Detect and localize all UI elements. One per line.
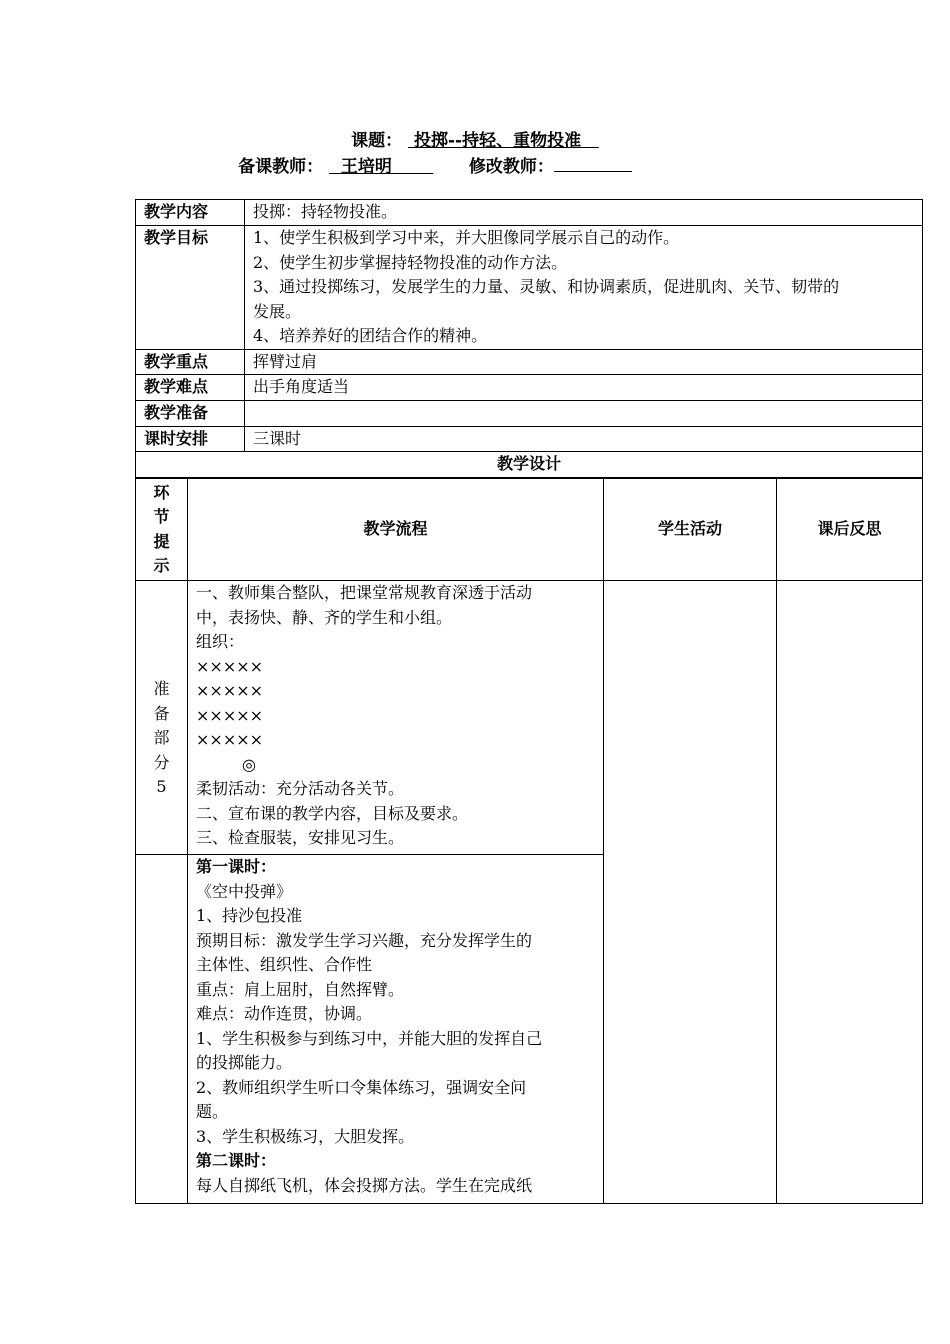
info-label: 教学内容 (136, 200, 245, 226)
info-value: 挥臂过肩 (245, 349, 923, 375)
info-value: 出手角度适当 (245, 375, 923, 401)
section-title: 教学设计 (136, 452, 923, 478)
goal-line: 3、通过投掷练习，发展学生的力量、灵敏、和协调素质，促进肌肉、关节、韧带的 (253, 277, 840, 296)
info-label: 教学准备 (136, 400, 245, 426)
prep-part-flow (188, 581, 604, 855)
info-row-difficulty (136, 375, 923, 401)
prep-teacher-label: 备课教师： (238, 157, 324, 177)
formation-line: ××××× (196, 705, 264, 725)
revise-teacher-label: 修改教师： (468, 157, 554, 177)
goal-line: 2、使学生初步掌握持轻物投准的动作方法。 (253, 252, 568, 272)
info-row-content (136, 200, 923, 226)
flow-line: 题。 (196, 1102, 229, 1121)
flow-line: 1、持沙包投准 (196, 906, 303, 925)
col-stage-header: 环 节 提 示 (136, 479, 188, 581)
flow-line: 组织： (196, 632, 245, 651)
flow-line: 1、学生积极参与到练习中，并能大胆的发挥自己 (196, 1028, 543, 1048)
prep-part-stage: 准 备 部 分 5 (136, 581, 188, 855)
info-value: 三课时 (245, 426, 923, 452)
info-label: 教学重点 (136, 349, 245, 375)
formation-line: ××××× (196, 656, 264, 676)
flow-line: 二、宣布课的教学内容，目标及要求。 (196, 803, 469, 823)
revise-teacher-blank (554, 157, 632, 172)
info-value-goals (245, 226, 923, 350)
flow-line: 中，表扬快、静、齐的学生和小组。 (196, 607, 453, 627)
lesson1-title: 第一课时： (196, 857, 277, 876)
flow-line: 主体性、组织性、合作性 (196, 955, 373, 974)
flow-line: 预期目标：激发学生学习兴趣，充分发挥学生的 (196, 930, 533, 950)
flow-line: 一、教师集合整队，把课堂常规教育深透于活动 (196, 583, 533, 602)
col-reflect-header: 课后反思 (777, 479, 923, 581)
info-row-schedule (136, 426, 923, 452)
flow-line: 2、教师组织学生听口令集体练习，强调安全问 (196, 1077, 527, 1097)
main-part-flow (188, 855, 604, 1204)
flow-line: 《空中投弹》 (196, 881, 293, 901)
main-part-stage (136, 855, 188, 1204)
info-row-goals (136, 226, 923, 350)
reflection-cell (777, 581, 923, 1204)
goal-line: 4、培养养好的团结合作的精神。 (253, 326, 488, 345)
teacher-position-mark: ◎ (242, 754, 256, 774)
info-table (135, 199, 923, 478)
info-row-focus (136, 349, 923, 375)
info-value (245, 400, 923, 426)
design-header-row (136, 479, 923, 581)
col-flow-header: 教学流程 (188, 479, 604, 581)
flow-line: 3、学生积极练习，大胆发挥。 (196, 1126, 415, 1146)
flow-line: 难点：动作连贯，协调。 (196, 1004, 373, 1023)
prep-part-row (136, 581, 923, 855)
formation-line: ××××× (196, 681, 264, 700)
student-activity-cell (604, 581, 777, 1204)
goal-line: 发展。 (253, 301, 302, 321)
flow-line: 柔韧活动：充分活动各关节。 (196, 779, 405, 798)
design-title-row (136, 452, 923, 478)
teacher-line (0, 152, 910, 177)
goal-line: 1、使学生积极到学习中来，并大胆像同学展示自己的动作。 (253, 228, 680, 247)
flow-line: 的投掷能力。 (196, 1053, 293, 1072)
flow-line: 重点：肩上屈肘，自然挥臂。 (196, 979, 405, 999)
flow-line: 三、检查服装，安排见习生。 (196, 828, 405, 847)
lesson2-title: 第二课时： (196, 1151, 277, 1170)
info-label: 教学难点 (136, 375, 245, 401)
col-student-header: 学生活动 (604, 479, 777, 581)
lesson-topic (0, 126, 950, 151)
info-value: 投掷：持轻物投准。 (245, 200, 923, 226)
topic-label: 课题： (351, 131, 403, 151)
info-label: 课时安排 (136, 426, 245, 452)
formation-line: ××××× (196, 730, 264, 749)
topic-value: 投掷--持轻、重物投准 (413, 131, 582, 151)
prep-teacher-value: 王培明 (340, 157, 392, 177)
design-table (135, 478, 923, 1204)
flow-line: 每人自掷纸飞机，体会投掷方法。学生在完成纸 (196, 1175, 533, 1195)
info-label: 教学目标 (136, 226, 245, 350)
info-row-prep (136, 400, 923, 426)
